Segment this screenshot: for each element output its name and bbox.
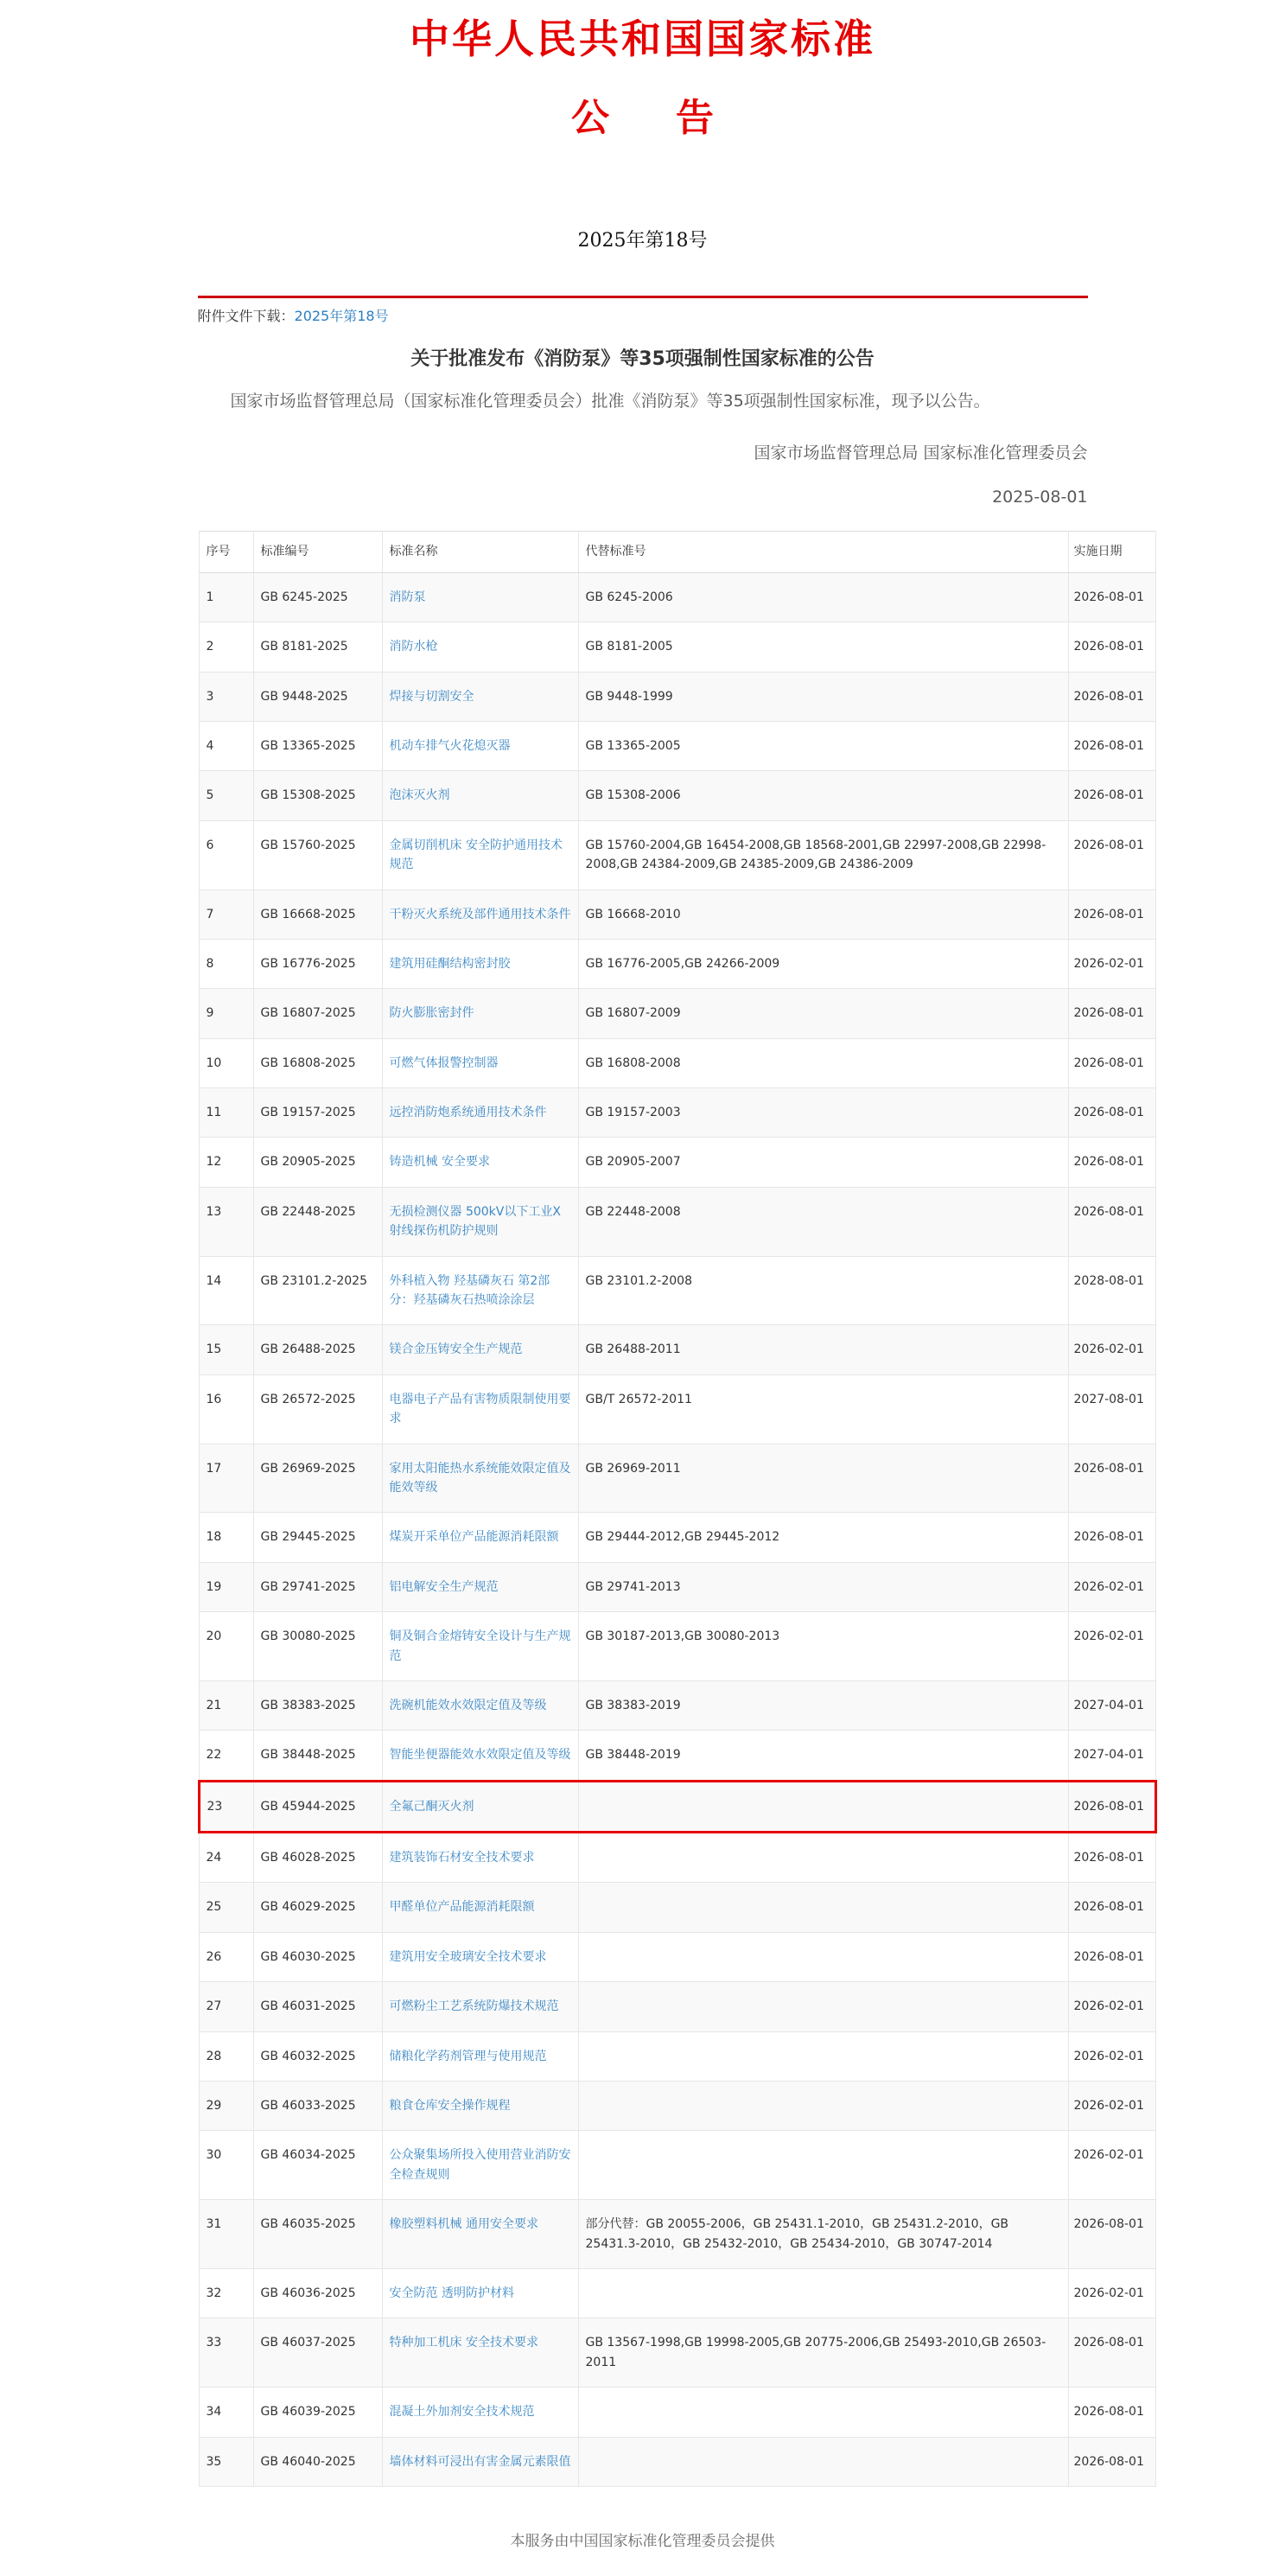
- standard-name-link[interactable]: 安全防范 透明防护材料: [389, 2286, 514, 2300]
- replaced-standards: GB 16807-2009: [578, 989, 1068, 1038]
- replaced-standards: [578, 2031, 1068, 2081]
- standard-code: GB 46032-2025: [253, 2031, 382, 2081]
- standard-name-link[interactable]: 洗碗机能效水效限定值及等级: [389, 1698, 547, 1712]
- standard-name-link[interactable]: 铜及铜合金熔铸安全设计与生产规范: [389, 1629, 571, 1663]
- standard-name-link[interactable]: 金属切削机床 安全防护通用技术规范: [389, 838, 563, 872]
- replaced-standards: GB 16668-2010: [578, 889, 1068, 939]
- replaced-standards: GB 6245-2006: [578, 572, 1068, 622]
- standard-name-link[interactable]: 远控消防炮系统通用技术条件: [389, 1106, 547, 1120]
- replaced-standards: [578, 1982, 1068, 2031]
- row-index: 27: [199, 1982, 253, 2031]
- column-header-code: 标准编号: [253, 532, 382, 572]
- table-row: [199, 2388, 1155, 2437]
- replaced-standards: GB 9448-1999: [578, 672, 1068, 721]
- replaced-standards: [578, 2131, 1068, 2200]
- row-index: 1: [199, 572, 253, 622]
- implementation-date: 2026-08-01: [1068, 2388, 1155, 2437]
- implementation-date: 2028-08-01: [1068, 1256, 1155, 1325]
- standard-name-link[interactable]: 粮食仓库安全操作规程: [389, 2099, 511, 2114]
- row-index: 5: [199, 771, 253, 820]
- row-index: 10: [199, 1038, 253, 1087]
- implementation-date: 2026-08-01: [1068, 1444, 1155, 1513]
- row-index: 16: [199, 1374, 253, 1444]
- replaced-standards: GB 26488-2011: [578, 1325, 1068, 1374]
- standard-name-link[interactable]: 特种加工机床 安全技术要求: [389, 2336, 538, 2350]
- standard-code: GB 45944-2025: [253, 1781, 382, 1832]
- standard-name-link[interactable]: 建筑装饰石材安全技术要求: [389, 1851, 535, 1865]
- table-header-row: [199, 532, 1155, 572]
- table-row: [199, 2269, 1155, 2318]
- row-index: 21: [199, 1680, 253, 1730]
- table-row: [199, 2082, 1155, 2131]
- implementation-date: 2026-02-01: [1068, 2131, 1155, 2200]
- row-index: 22: [199, 1731, 253, 1781]
- replaced-standards: GB 22448-2008: [578, 1187, 1068, 1256]
- replaced-standards: [578, 2082, 1068, 2131]
- replaced-standards: GB 15760-2004,GB 16454-2008,GB 18568-2001,GB 22997-2008,GB 22998-2008,GB 24384-2009,GB 24385-2009,GB 24386-2009: [578, 820, 1068, 889]
- table-row: [199, 721, 1155, 770]
- attachment-label: 附件文件下载：: [197, 307, 295, 324]
- standard-name-link[interactable]: 储粮化学药剂管理与使用规范: [389, 2049, 547, 2063]
- replaced-standards: GB 19157-2003: [578, 1088, 1068, 1138]
- implementation-date: 2026-02-01: [1068, 1612, 1155, 1681]
- standard-code: GB 46037-2025: [253, 2318, 382, 2388]
- row-index: 32: [199, 2269, 253, 2318]
- column-header-name: 标准名称: [382, 532, 578, 572]
- row-index: 12: [199, 1138, 253, 1187]
- table-row: [199, 1088, 1155, 1138]
- row-index: 34: [199, 2388, 253, 2437]
- replaced-standards: GB 13365-2005: [578, 721, 1068, 770]
- announcement-page: [197, 0, 1144, 2576]
- replaced-standards: [578, 1883, 1068, 1932]
- standard-code: GB 46034-2025: [253, 2131, 382, 2200]
- implementation-date: 2026-08-01: [1068, 572, 1155, 622]
- standard-code: GB 26572-2025: [253, 1374, 382, 1444]
- standard-name-link[interactable]: 橡胶塑料机械 通用安全要求: [389, 2217, 538, 2232]
- column-header-replaces: 代替标准号: [578, 532, 1068, 572]
- row-index: 29: [199, 2082, 253, 2131]
- table-row: [199, 820, 1155, 889]
- standard-code: GB 46029-2025: [253, 1883, 382, 1932]
- replaced-standards: GB 16808-2008: [578, 1038, 1068, 1087]
- replaced-standards: GB 16776-2005,GB 24266-2009: [578, 939, 1068, 988]
- footer-note: 本服务由中国国家标准化管理委员会提供: [510, 2532, 775, 2550]
- implementation-date: 2026-02-01: [1068, 1982, 1155, 2031]
- implementation-date: 2026-08-01: [1068, 1187, 1155, 1256]
- implementation-date: 2026-08-01: [1068, 1833, 1155, 1883]
- replaced-standards: [578, 1932, 1068, 1981]
- table-row: [199, 1444, 1155, 1513]
- row-index: 18: [199, 1513, 253, 1562]
- table-row: [199, 1932, 1155, 1981]
- replaced-standards: GB 29741-2013: [578, 1562, 1068, 1611]
- implementation-date: 2026-08-01: [1068, 2437, 1155, 2486]
- table-row: [199, 2200, 1155, 2269]
- standard-name-link[interactable]: 智能坐便器能效水效限定值及等级: [389, 1748, 571, 1763]
- standard-name-link[interactable]: 建筑用安全玻璃安全技术要求: [389, 1949, 547, 1964]
- implementation-date: 2026-08-01: [1068, 1932, 1155, 1981]
- implementation-date: 2026-08-01: [1068, 1781, 1155, 1832]
- table-row: [199, 989, 1155, 1038]
- standard-code: GB 15308-2025: [253, 771, 382, 820]
- standard-code: GB 46028-2025: [253, 1833, 382, 1883]
- row-index: 7: [199, 889, 253, 939]
- row-index: 6: [199, 820, 253, 889]
- column-header-impl-date: 实施日期: [1068, 532, 1155, 572]
- standard-code: GB 26969-2025: [253, 1444, 382, 1513]
- table-row: [199, 889, 1155, 939]
- standard-code: GB 46039-2025: [253, 2388, 382, 2437]
- replaced-standards: GB 15308-2006: [578, 771, 1068, 820]
- table-row: [199, 1038, 1155, 1087]
- page-title: 中华人民共和国国家标准: [410, 16, 875, 62]
- standard-name-link[interactable]: 防火膨胀密封件: [389, 1006, 474, 1021]
- row-index: 30: [199, 2131, 253, 2200]
- replaced-standards: GB 29444-2012,GB 29445-2012: [578, 1513, 1068, 1562]
- standard-code: GB 22448-2025: [253, 1187, 382, 1256]
- standard-code: GB 46035-2025: [253, 2200, 382, 2269]
- table-row: [199, 1833, 1155, 1883]
- row-index: 19: [199, 1562, 253, 1611]
- standards-table: [198, 531, 1157, 2487]
- issuer-signature: 国家市场监督管理总局 国家标准化管理委员会: [754, 443, 1088, 463]
- standard-name-link[interactable]: 干粉灭火系统及部件通用技术条件: [389, 907, 571, 921]
- table-row: [199, 622, 1155, 672]
- implementation-date: 2026-08-01: [1068, 1088, 1155, 1138]
- standard-code: GB 38383-2025: [253, 1680, 382, 1730]
- row-index: 9: [199, 989, 253, 1038]
- replaced-standards: GB 38383-2019: [578, 1680, 1068, 1730]
- replaced-standards: GB 8181-2005: [578, 622, 1068, 672]
- standard-code: GB 16776-2025: [253, 939, 382, 988]
- standard-name-link[interactable]: 铸造机械 安全要求: [389, 1155, 490, 1170]
- row-index: 8: [199, 939, 253, 988]
- issue-date: 2025-08-01: [992, 488, 1088, 507]
- table-row: [199, 1883, 1155, 1932]
- standard-name-link[interactable]: 全氟己酮灭火剂: [389, 1799, 474, 1814]
- standard-name-link[interactable]: 消防泵: [389, 590, 426, 604]
- implementation-date: 2026-08-01: [1068, 771, 1155, 820]
- row-index: 14: [199, 1256, 253, 1325]
- standard-code: GB 46040-2025: [253, 2437, 382, 2486]
- replaced-standards: GB 13567-1998,GB 19998-2005,GB 20775-2006,GB 25493-2010,GB 26503-2011: [578, 2318, 1068, 2388]
- row-index: 26: [199, 1932, 253, 1981]
- standard-name-link[interactable]: 铝电解安全生产规范: [389, 1579, 499, 1594]
- standard-code: GB 20905-2025: [253, 1138, 382, 1187]
- replaced-standards: GB 23101.2-2008: [578, 1256, 1068, 1325]
- table-row: [199, 1562, 1155, 1611]
- implementation-date: 2026-08-01: [1068, 1038, 1155, 1087]
- standard-name-link[interactable]: 家用太阳能热水系统能效限定值及能效等级: [389, 1461, 571, 1495]
- standard-code: GB 46033-2025: [253, 2082, 382, 2131]
- implementation-date: 2026-08-01: [1068, 672, 1155, 721]
- row-index: 11: [199, 1088, 253, 1138]
- standard-code: GB 8181-2025: [253, 622, 382, 672]
- standard-code: GB 13365-2025: [253, 721, 382, 770]
- replaced-standards: [578, 1781, 1068, 1832]
- replaced-standards: [578, 2437, 1068, 2486]
- table-row: [199, 1138, 1155, 1187]
- standard-code: GB 9448-2025: [253, 672, 382, 721]
- implementation-date: 2026-08-01: [1068, 622, 1155, 672]
- table-row: [199, 1513, 1155, 1562]
- table-row: [199, 2031, 1155, 2081]
- replaced-standards: GB 30187-2013,GB 30080-2013: [578, 1612, 1068, 1681]
- table-row: [199, 572, 1155, 622]
- standard-code: GB 16808-2025: [253, 1038, 382, 1087]
- row-index: 33: [199, 2318, 253, 2388]
- replaced-standards: [578, 1833, 1068, 1883]
- table-row: [199, 672, 1155, 721]
- replaced-standards: 部分代替：GB 20055-2006，GB 25431.1-2010，GB 25431.2-2010，GB 25431.3-2010，GB 25432-2010，GB 25434-2010，GB 30747-2014: [578, 2200, 1068, 2269]
- standard-name-link[interactable]: 泡沫灭火剂: [389, 788, 450, 803]
- implementation-date: 2026-02-01: [1068, 939, 1155, 988]
- attachment-link[interactable]: 2025年第18号: [294, 307, 389, 324]
- standard-name-link[interactable]: 煤炭开采单位产品能源消耗限额: [389, 1530, 559, 1545]
- table-row: [199, 1256, 1155, 1325]
- replaced-standards: GB 20905-2007: [578, 1138, 1068, 1187]
- announcement-body: 国家市场监督管理总局（国家标准化管理委员会）批准《消防泵》等35项强制性国家标准，现予以公告。: [230, 391, 990, 411]
- row-index: 2: [199, 622, 253, 672]
- table-row: [199, 2131, 1155, 2200]
- row-index: 35: [199, 2437, 253, 2486]
- standard-code: GB 29445-2025: [253, 1513, 382, 1562]
- standard-code: GB 15760-2025: [253, 820, 382, 889]
- row-index: 23: [199, 1781, 253, 1832]
- standard-name-link[interactable]: 可燃气体报警控制器: [389, 1055, 499, 1070]
- issue-number: 2025年第18号: [577, 229, 708, 252]
- table-row: [199, 1731, 1155, 1781]
- standard-name-link[interactable]: 外科植入物 羟基磷灰石 第2部分：羟基磷灰石热喷涂涂层: [389, 1273, 550, 1308]
- standard-name-link[interactable]: 机动车排气火花熄灭器: [389, 738, 511, 753]
- table-row: [199, 1982, 1155, 2031]
- announcement-heading: 关于批准发布《消防泵》等35项强制性国家标准的公告: [410, 348, 875, 370]
- table-row: [199, 1325, 1155, 1374]
- implementation-date: 2026-08-01: [1068, 1138, 1155, 1187]
- standard-name-link[interactable]: 墙体材料可浸出有害金属元素限值: [389, 2454, 571, 2469]
- row-index: 31: [199, 2200, 253, 2269]
- implementation-date: 2026-08-01: [1068, 1883, 1155, 1932]
- standard-name-link[interactable]: 无损检测仪器 500kV以下工业X射线探伤机防护规则: [389, 1204, 561, 1239]
- table-row: [199, 1680, 1155, 1730]
- standard-name-link[interactable]: 电器电子产品有害物质限制使用要求: [389, 1392, 571, 1426]
- replaced-standards: GB/T 26572-2011: [578, 1374, 1068, 1444]
- implementation-date: 2026-02-01: [1068, 2269, 1155, 2318]
- standard-code: GB 23101.2-2025: [253, 1256, 382, 1325]
- table-row: [199, 1612, 1155, 1681]
- announcement-title: 公 告: [571, 95, 714, 140]
- table-row: [199, 1187, 1155, 1256]
- standard-name-link[interactable]: 建筑用硅酮结构密封胶: [389, 956, 511, 971]
- implementation-date: 2026-08-01: [1068, 820, 1155, 889]
- row-index: 15: [199, 1325, 253, 1374]
- standard-code: GB 19157-2025: [253, 1088, 382, 1138]
- table-row: [199, 771, 1155, 820]
- standard-name-link[interactable]: 焊接与切割安全: [389, 689, 474, 704]
- row-index: 24: [199, 1833, 253, 1883]
- standard-code: GB 16668-2025: [253, 889, 382, 939]
- attachment-download-row: [198, 298, 1088, 325]
- implementation-date: 2026-02-01: [1068, 2031, 1155, 2081]
- row-index: 17: [199, 1444, 253, 1513]
- standard-code: GB 46036-2025: [253, 2269, 382, 2318]
- standard-code: GB 26488-2025: [253, 1325, 382, 1374]
- standard-code: GB 6245-2025: [253, 572, 382, 622]
- standard-code: GB 29741-2025: [253, 1562, 382, 1611]
- standard-code: GB 16807-2025: [253, 989, 382, 1038]
- table-row: [199, 1374, 1155, 1444]
- standard-name-link[interactable]: 消防水枪: [389, 640, 438, 654]
- implementation-date: 2026-02-01: [1068, 2082, 1155, 2131]
- standard-code: GB 38448-2025: [253, 1731, 382, 1781]
- standard-code: GB 46030-2025: [253, 1932, 382, 1981]
- row-index: 25: [199, 1883, 253, 1932]
- implementation-date: 2026-08-01: [1068, 2318, 1155, 2388]
- implementation-date: 2026-08-01: [1068, 721, 1155, 770]
- replaced-standards: [578, 2388, 1068, 2437]
- standard-name-link[interactable]: 甲醛单位产品能源消耗限额: [389, 1900, 535, 1915]
- implementation-date: 2026-08-01: [1068, 1513, 1155, 1562]
- implementation-date: 2026-08-01: [1068, 889, 1155, 939]
- row-index: 20: [199, 1612, 253, 1681]
- row-index: 4: [199, 721, 253, 770]
- table-row: [199, 939, 1155, 988]
- implementation-date: 2026-02-01: [1068, 1562, 1155, 1611]
- table-row: [199, 2318, 1155, 2388]
- implementation-date: 2026-08-01: [1068, 2200, 1155, 2269]
- standard-name-link[interactable]: 可燃粉尘工艺系统防爆技术规范: [389, 1999, 559, 2014]
- implementation-date: 2026-02-01: [1068, 1325, 1155, 1374]
- standard-name-link[interactable]: 镁合金压铸安全生产规范: [389, 1342, 523, 1357]
- row-index: 28: [199, 2031, 253, 2081]
- replaced-standards: [578, 2269, 1068, 2318]
- implementation-date: 2027-04-01: [1068, 1680, 1155, 1730]
- standard-code: GB 46031-2025: [253, 1982, 382, 2031]
- standard-code: GB 30080-2025: [253, 1612, 382, 1681]
- column-header-index: 序号: [199, 532, 253, 572]
- implementation-date: 2027-04-01: [1068, 1731, 1155, 1781]
- replaced-standards: GB 38448-2019: [578, 1731, 1068, 1781]
- row-index: 13: [199, 1187, 253, 1256]
- implementation-date: 2027-08-01: [1068, 1374, 1155, 1444]
- row-index: 3: [199, 672, 253, 721]
- replaced-standards: GB 26969-2011: [578, 1444, 1068, 1513]
- table-row-highlighted: [199, 1781, 1155, 1832]
- table-row: [199, 2437, 1155, 2486]
- standard-name-link[interactable]: 公众聚集场所投入使用营业消防安全检查规则: [389, 2148, 571, 2182]
- standard-name-link[interactable]: 混凝土外加剂安全技术规范: [389, 2405, 535, 2420]
- implementation-date: 2026-08-01: [1068, 989, 1155, 1038]
